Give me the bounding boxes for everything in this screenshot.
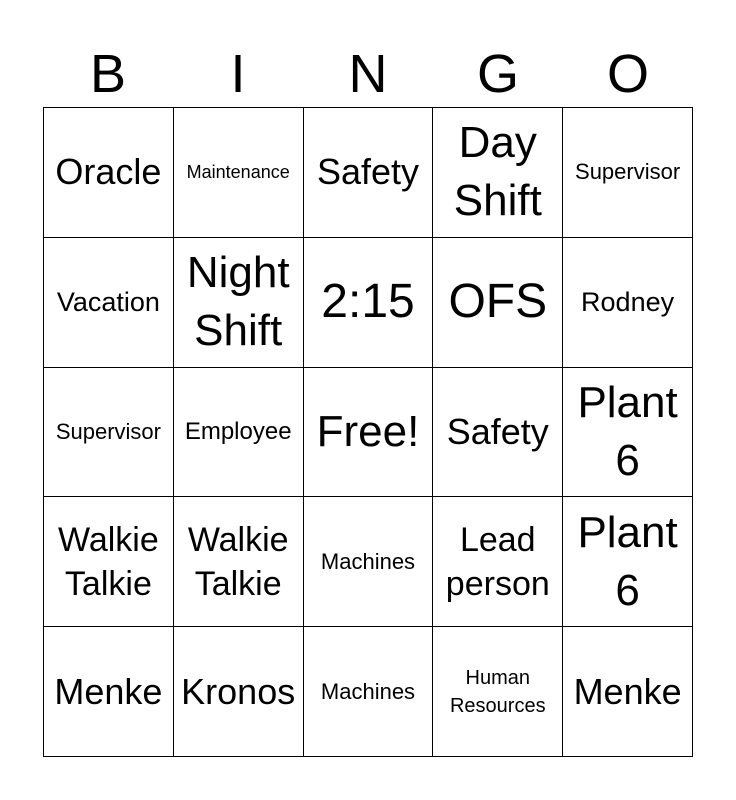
header-letter-i: I (230, 44, 246, 104)
bingo-cell-r3-c4[interactable] (433, 368, 563, 498)
cell-label: Machines (320, 678, 416, 704)
cell-label: Oracle (55, 151, 162, 193)
cell-label: OFS (448, 275, 548, 329)
cell-label: Safety (446, 410, 549, 452)
cell-label: Vacation (56, 287, 160, 318)
cell-label: Menke (54, 670, 163, 712)
cell-label: Safety (316, 151, 420, 193)
bingo-cell-r5-c4[interactable] (433, 627, 563, 757)
bingo-cell-r4-c5[interactable] (563, 497, 693, 627)
cell-label: Human Resources (449, 666, 546, 717)
bingo-cell-r5-c3[interactable] (304, 627, 434, 757)
cell-label: Supervisor (55, 418, 161, 444)
cell-label: Kronos (181, 670, 296, 712)
bingo-cell-r5-c2[interactable] (174, 627, 304, 757)
bingo-cell-r1-c2[interactable] (174, 108, 304, 238)
bingo-cell-r4-c1[interactable] (44, 497, 174, 627)
bingo-cell-r3-c2[interactable] (174, 368, 304, 498)
bingo-cell-r3-c5[interactable] (563, 368, 693, 498)
header-letter-o: O (606, 44, 649, 104)
cell-label: Supervisor (575, 159, 681, 185)
bingo-cell-r4-c4[interactable] (433, 497, 563, 627)
header-letter-n: N (348, 44, 388, 104)
cell-label: Lead person (445, 520, 550, 603)
bingo-cell-r2-c4[interactable] (433, 238, 563, 368)
free-space-cell[interactable] (304, 368, 434, 498)
cell-label: Walkie Talkie (58, 520, 159, 603)
header-letter-g: G (476, 44, 519, 104)
bingo-cell-r1-c4[interactable] (433, 108, 563, 238)
header-letter-b: B (89, 44, 127, 104)
bingo-cell-r4-c3[interactable] (304, 497, 434, 627)
bingo-header (43, 42, 693, 106)
bingo-cell-r5-c5[interactable] (563, 627, 693, 757)
bingo-cell-r5-c1[interactable] (44, 627, 174, 757)
bingo-cell-r2-c3[interactable] (304, 238, 434, 368)
bingo-cell-r1-c1[interactable] (44, 108, 174, 238)
bingo-cell-r2-c1[interactable] (44, 238, 174, 368)
cell-label: Night Shift (186, 248, 290, 356)
bingo-cell-r1-c3[interactable] (304, 108, 434, 238)
bingo-cell-r3-c1[interactable] (44, 368, 174, 498)
bingo-cell-r4-c2[interactable] (174, 497, 304, 627)
cell-label: Walkie Talkie (187, 520, 289, 603)
bingo-cell-r2-c2[interactable] (174, 238, 304, 368)
cell-label: Menke (573, 670, 682, 712)
cell-label: Machines (320, 548, 416, 574)
bingo-board (43, 107, 693, 757)
cell-label: Plant 6 (577, 377, 678, 485)
cell-label: Maintenance (186, 162, 290, 183)
cell-label: Plant 6 (577, 507, 678, 615)
free-space-label: Free! (316, 406, 420, 456)
bingo-cell-r2-c5[interactable] (563, 238, 693, 368)
cell-label: 2:15 (321, 275, 415, 329)
bingo-cell-r1-c5[interactable] (563, 108, 693, 238)
cell-label: Day Shift (453, 118, 542, 226)
cell-label: Employee (184, 417, 292, 445)
cell-label: Rodney (581, 287, 675, 318)
